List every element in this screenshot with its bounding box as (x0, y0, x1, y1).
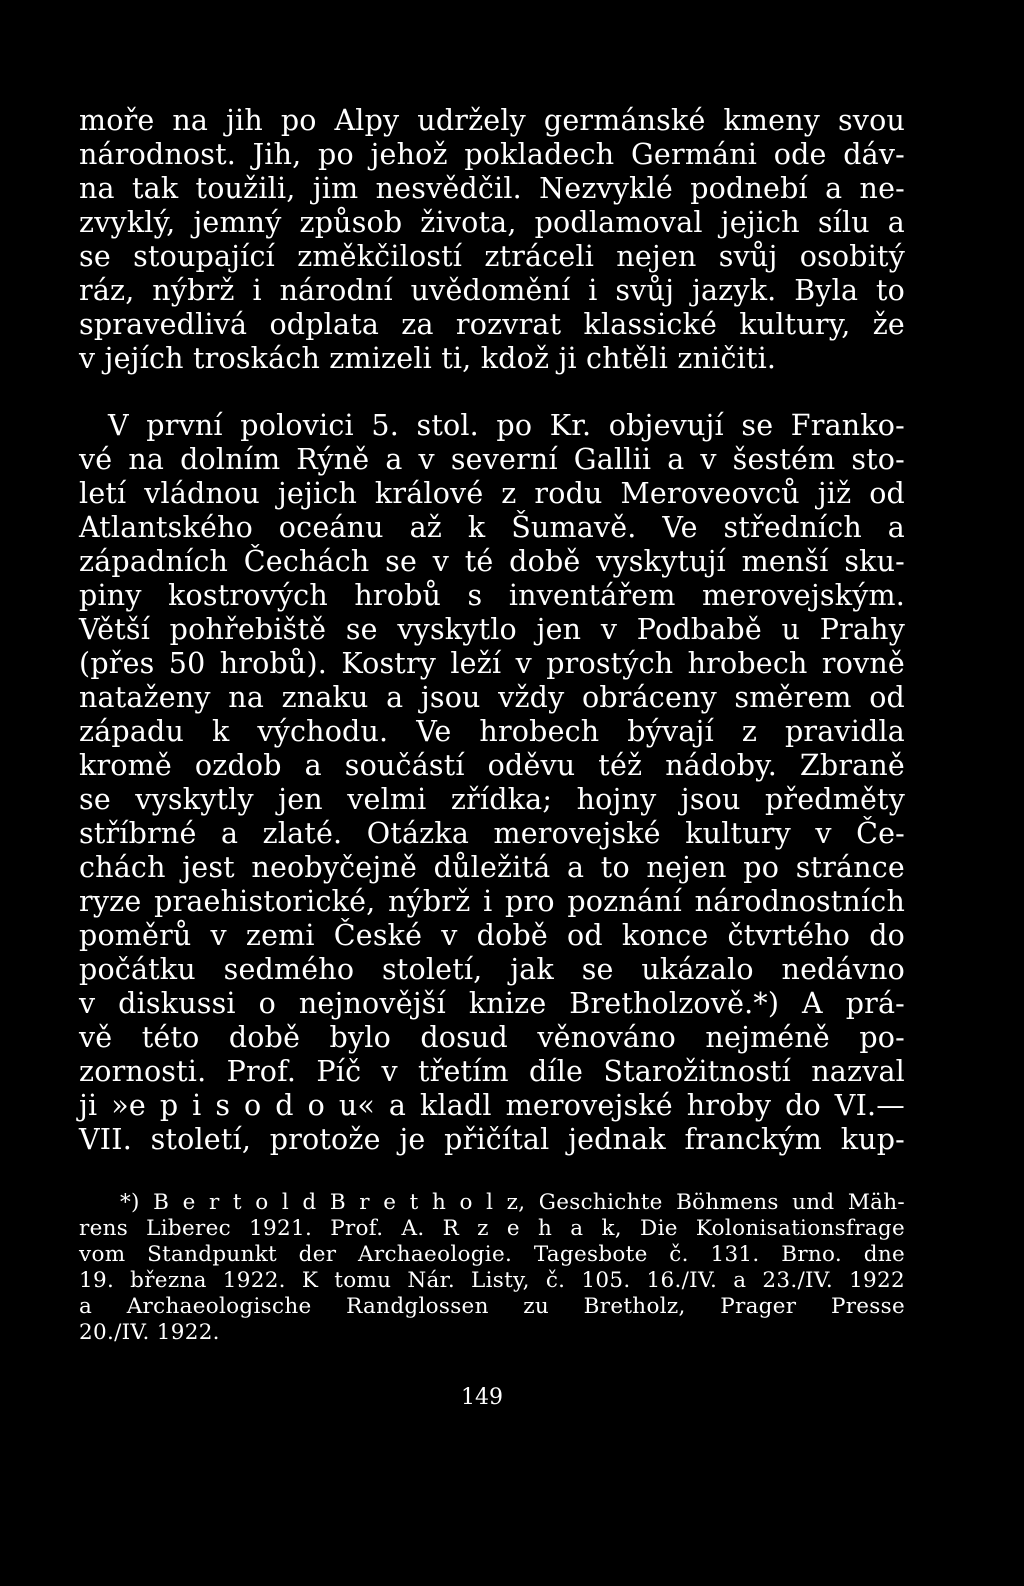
body-line: zvyklý, jemný způsob života, podlamoval jejich sílu a (79, 206, 905, 239)
body-line: vě této době bylo dosud věnováno nejméně po- (79, 1021, 905, 1054)
body-line: v diskussi o nejnovější knize Bretholzově.*) A prá- (79, 987, 905, 1020)
footnote-line: vom Standpunkt der Archaeologie. Tagesbote č. 131. Brno. dne (79, 1242, 905, 1267)
body-line: piny kostrových hrobů s inventářem merovejským. (79, 579, 905, 612)
body-line: se stoupající změkčilostí ztráceli nejen svůj osobitý (79, 240, 905, 273)
body-line: se vyskytly jen velmi zřídka; hojny jsou předměty (79, 783, 905, 816)
body-line: ráz, nýbrž i národní uvědomění i svůj jazyk. Byla to (79, 274, 905, 307)
body-line: západních Čechách se v té době vyskytují menší sku- (79, 545, 905, 578)
body-line: stříbrné a zlaté. Otázka merovejské kultury v Če- (79, 817, 905, 850)
body-line: Větší pohřebiště se vyskytlo jen v Podbabě u Prahy (79, 613, 905, 646)
footnote-line: 20./IV. 1922. (79, 1320, 220, 1345)
footnote-line: rens Liberec 1921. Prof. A. R z e h a k, Die Kolonisationsfrage (79, 1216, 905, 1241)
body-line: VII. století, protože je přičítal jednak franckým kup- (79, 1123, 905, 1156)
body-line: zornosti. Prof. Píč v třetím díle Starožitností nazval (79, 1055, 905, 1088)
body-line: národnost. Jih, po jehož pokladech Germáni ode dáv- (79, 138, 905, 171)
body-line: spravedlivá odplata za rozvrat klassické kultury, že (79, 308, 905, 341)
body-line: letí vládnou jejich králové z rodu Meroveovců již od (79, 477, 905, 510)
footnote-line: 19. března 1922. K tomu Nár. Listy, č. 105. 16./IV. a 23./IV. 1922 (79, 1268, 905, 1293)
page-number: 149 (461, 1385, 503, 1410)
body-line: chách jest neobyčejně důležitá a to nejen po stránce (79, 851, 905, 884)
body-line: počátku sedmého století, jak se ukázalo nedávno (79, 953, 905, 986)
body-line: v jejích troskách zmizeli ti, kdož ji chtěli zničiti. (79, 342, 777, 375)
body-line: kromě ozdob a součástí oděvu též nádoby. Zbraně (79, 749, 905, 782)
body-line: poměrů v zemi České v době od konce čtvrtého do (79, 919, 905, 952)
paragraph-first-line: V první polovici 5. stol. po Kr. objevují se Franko- (108, 409, 905, 442)
body-line: ji »e p i s o d o u« a kladl merovejské hroby do VI.— (79, 1089, 905, 1122)
body-line: Atlantského oceánu až k Šumavě. Ve středních a (79, 511, 905, 544)
footnote-line: a Archaeologische Randglossen zu Bretholz, Prager Presse (79, 1294, 905, 1319)
body-line: nataženy na znaku a jsou vždy obráceny směrem od (79, 681, 905, 714)
body-line: (přes 50 hrobů). Kostry leží v prostých hrobech rovně (79, 647, 905, 680)
footnote-line: *) B e r t o l d B r e t h o l z, Geschichte Böhmens und Mäh- (120, 1190, 905, 1215)
body-line: západu k východu. Ve hrobech bývají z pravidla (79, 715, 905, 748)
body-line: moře na jih po Alpy udržely germánské kmeny svou (79, 104, 905, 137)
body-line: na tak toužili, jim nesvědčil. Nezvyklé podnebí a ne- (79, 172, 905, 205)
body-line: ryze praehistorické, nýbrž i pro poznání národnostních (79, 885, 905, 918)
body-line: vé na dolním Rýně a v severní Gallii a v šestém sto- (79, 443, 905, 476)
